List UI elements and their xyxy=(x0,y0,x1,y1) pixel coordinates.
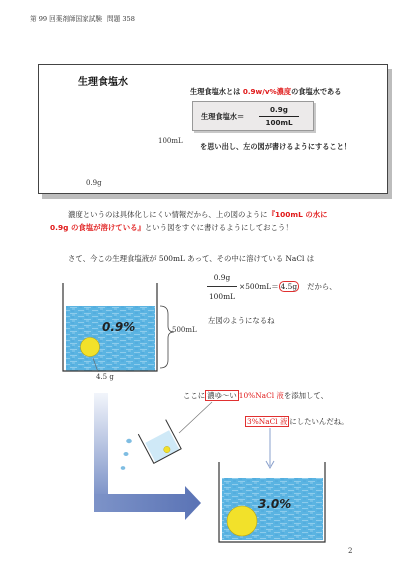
formula-bar xyxy=(259,116,299,117)
page-number: 2 xyxy=(348,547,353,555)
target-solution-label: 3%NaCl 液 xyxy=(247,417,288,426)
beaker1-mass-label: 0.9g xyxy=(86,179,102,187)
panel-instruction: を思い出し、左の図が書けるようにすること！ xyxy=(200,142,351,151)
panel-title: 生理食塩水 xyxy=(78,77,128,88)
formula-label: 生理食塩水＝ xyxy=(201,112,245,121)
question-number: 問題 358 xyxy=(107,15,135,23)
page-header xyxy=(30,13,138,23)
beaker3-percent: 3.0% xyxy=(258,497,292,511)
beaker2-volume-label: 500mL xyxy=(172,326,197,334)
beaker2-mass-label: 4.5 g xyxy=(96,373,114,381)
formula-denominator: 100mL xyxy=(265,118,293,127)
thick-label: 濃ゆ～い xyxy=(207,391,237,400)
formula-box xyxy=(192,101,314,131)
calc-denominator: 100mL xyxy=(208,292,236,301)
paragraph-saline-500: さて、今この生理食塩液が 500mL あって、その中に溶けている NaCl は xyxy=(68,254,315,263)
paragraph-target-conc: 3%NaCl 液 にしたいんだね。 xyxy=(247,417,349,426)
leader-line-1 xyxy=(179,402,212,433)
beaker2-percent: 0.9% xyxy=(102,320,136,334)
calc-numerator: 0.9g xyxy=(213,273,231,282)
droplets xyxy=(121,439,132,470)
beaker1-volume-label: 100mL xyxy=(158,137,183,145)
panel-definition-line: 生理食塩水とは 0.9w/v%濃度の食塩水である xyxy=(190,87,342,96)
exam-title: 第 99 回薬剤師国家試験 xyxy=(30,15,102,23)
paragraph-add-solution: ここに 濃ゆ～い 10%NaCl 液を添加して、 xyxy=(183,391,329,400)
salt-ball-medium xyxy=(81,338,100,357)
note-left-figure: 左図のようになるね xyxy=(208,316,275,325)
formula-numerator: 0.9g xyxy=(270,105,288,114)
flow-arrow xyxy=(94,393,201,520)
pouring-beaker xyxy=(138,420,181,464)
volume-brace-2 xyxy=(160,306,174,368)
calc-fraction-bar xyxy=(207,286,237,287)
salt-ball-large xyxy=(227,506,257,536)
paragraph-concentration: 濃度というのは具体化しにくい情報だから、上の図のように『100mL の水に 0.9g の食塩が溶けている』という図をすぐに書けるようにしておこう！ xyxy=(50,210,328,232)
calc-expression: ×500mL＝ 4.5g だから、 xyxy=(239,282,337,291)
calc-result: 4.5g xyxy=(280,282,298,291)
